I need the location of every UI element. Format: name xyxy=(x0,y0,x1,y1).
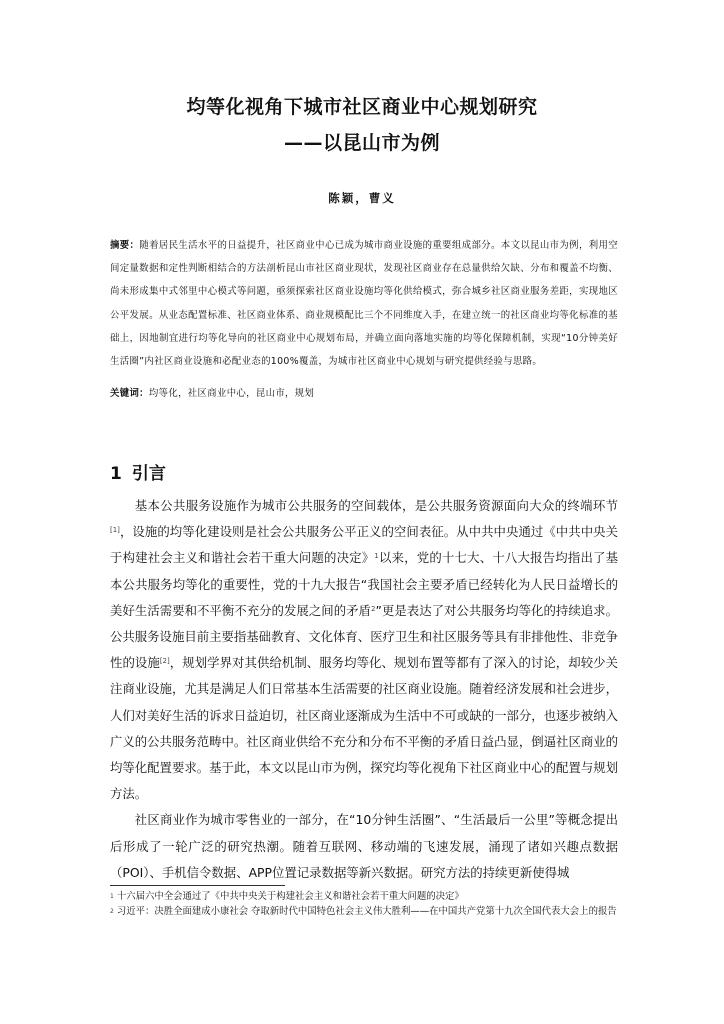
paper-subtitle: ——以昆山市为例 xyxy=(283,132,440,154)
paragraph-2: 社区商业作为城市零售业的一部分，在“10分钟生活圈”、“生活最后一公里”等概念提出后形成了一轮广泛的研究热潮。随着互联网、移动端的飞速发展，涌现了诸如兴趣点数据（POI）、手机信令数据、APP位置记录数据等新兴数据。研究方法的持续更新使得城 xyxy=(110,812,618,880)
text-run: ”更是表达了对公共服务均等化的持续追求。公共服务设施目前主要指基础教育、文化体育、医疗卫生和社区服务等具有非排他性、非竞争性的设施 xyxy=(110,602,619,671)
footnote-text: 习近平：决胜全面建成小康社会 夺取新时代中国特色社会主义伟大胜利——在中国共产党第十九次全国代表大会上的报告 xyxy=(116,905,617,917)
keywords xyxy=(110,385,618,399)
section-number: 1 xyxy=(110,464,122,484)
footnote-mark: 1 xyxy=(110,893,114,900)
text-run: ，设施的均等化建设则是社会公共服务公平正义的空间表征。从中共中央通过《中共中央关于构建社会主义和谐社会若干重大问题的决定》 xyxy=(110,524,618,566)
citation-ref: [1] xyxy=(110,526,120,535)
body-text xyxy=(110,493,618,886)
footnote xyxy=(110,905,618,920)
abstract-text: 随着居民生活水平的日益提升，社区商业中心已成为城市商业设施的重要组成部分。本文以昆山市为例，利用空间定量数据和定性判断相结合的方法剖析昆山市社区商业现状，发现社区商业存在总量供给欠缺、分布和覆盖不均衡、尚未形成集中式邻里中心模式等问题，亟须探索社区商业设施均等化供给模式，弥合城乡社区商业服务差距，实现地区公平发展。从业态配置标准、社区商业体系、商业规模配比三个不同维度入手，在建立统一的社区商业均等化标准的基础上，因地制宜进行均等化导向的社区商业中心规划布局，并确立面向落地实施的均等化保障机制，实现“10分钟美好生活圈”内社区商业设施和必配业态的100%覆盖，为城市社区商业中心规划与研究提供经验与思路。 xyxy=(110,240,618,368)
footnote-divider xyxy=(110,885,285,886)
text-run: 基本公共服务设施作为城市公共服务的空间载体，是公共服务资源面向大众的终端环节 xyxy=(134,498,618,513)
section-title: 引言 xyxy=(131,464,166,484)
section-heading xyxy=(110,459,166,484)
footnotes xyxy=(110,890,618,919)
paragraph-1 xyxy=(110,493,618,807)
abstract-label: 摘要： xyxy=(110,240,140,251)
citation-ref: [2] xyxy=(159,657,170,666)
authors: 陈颖，曹义 xyxy=(328,191,396,205)
footnote-mark: 2 xyxy=(110,907,114,915)
footnote-ref: 1 xyxy=(374,552,379,561)
text-run: ，规划学界对其供给机制、服务均等化、规划布置等都有了深入的讨论，却较少关注商业设施，尤其是满足人们日常基本生活需要的社区商业设施。随着经济发展和社会进步，人们对美好生活的诉求日益迫切，社区商业逐渐成为生活中不可或缺的一部分，也逐步被纳入广义的公共服务范畴中。社区商业供给不充分和分布不平衡的矛盾日益凸显，倒逼社区商业的均等化配置要求。基于此，本文以昆山市为例，探究均等化视角下社区商业中心的配置与规划方法。 xyxy=(110,655,619,802)
footnote-ref: 2 xyxy=(370,604,376,613)
footnote xyxy=(110,890,618,905)
footnote-text: 十六届六中全会通过了《中共中央关于构建社会主义和谐社会若干重大问题的决定》 xyxy=(116,891,464,902)
keywords-text: 均等化，社区商业中心，昆山市，规划 xyxy=(148,388,315,399)
abstract xyxy=(110,234,618,373)
paper-title: 均等化视角下城市社区商业中心规划研究 xyxy=(186,96,538,118)
keywords-label: 关键词： xyxy=(110,388,149,399)
text-run: 以来，党的十七大、十八大报告均指出了基本公共服务均等化的重要性，党的十九大报告“我国社会主要矛盾已经转化为人民日益增长的美好生活需要和不平衡不充分的发展之间的矛盾 xyxy=(110,550,619,618)
